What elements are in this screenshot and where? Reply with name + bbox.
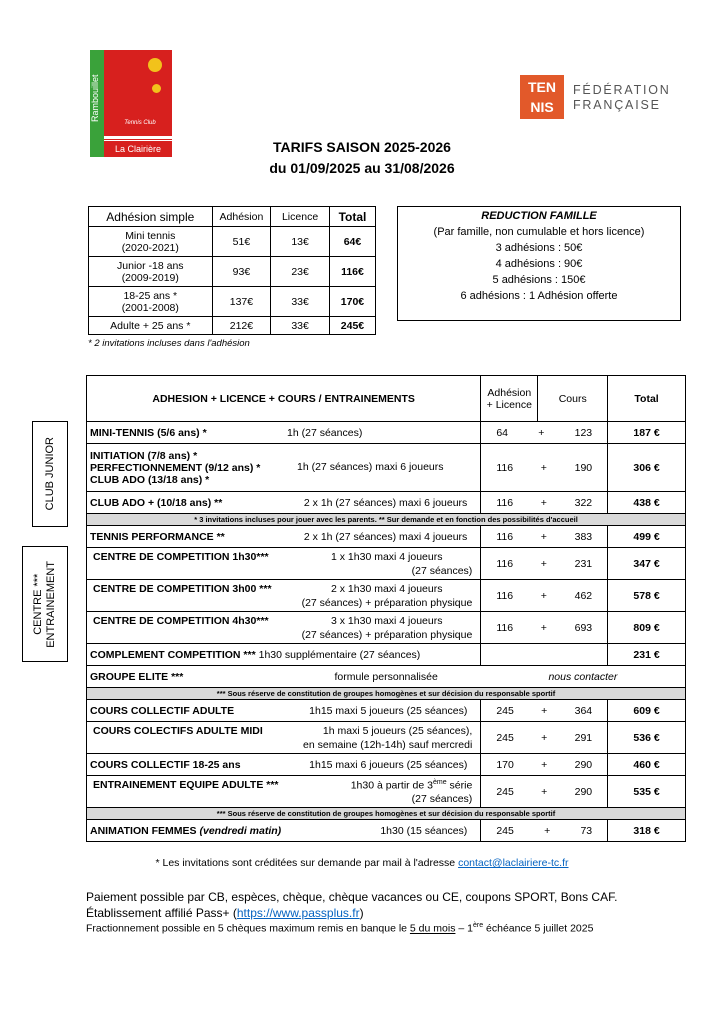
reduction-line: 4 adhésions : 90€ [495,258,583,270]
table-row: MINI-TENNIS (5/6 ans) * 1h (27 séances) 64 + 123 187 € [87,422,686,444]
table-row: CENTRE DE COMPETITION 4h30*** 3 x 1h30 maxi 4 joueurs (27 séances) + préparation physique 116 + 693 809 € [87,612,686,644]
row-label: Adulte + 25 ans * [89,317,213,335]
table-row [89,287,376,317]
logo-club-name: La Clairière [104,140,172,157]
main-header-total: Total [608,376,686,422]
main-tarifs-table [86,375,686,842]
header-adhesion: Adhésion [212,207,271,227]
adhesion-note: * 2 invitations incluses dans l'adhésion [88,338,250,349]
table-row [89,257,376,287]
table-sub-note: *** Sous réserve de constitution de groupes homogènes et sur décision du responsable sportif [87,808,686,820]
fft-square-line1: TEN [528,79,556,95]
reduction-famille-box [397,206,681,321]
main-header-adhesion: Adhésion + Licence [481,376,538,422]
table-row [89,227,376,257]
payment-line-1: Paiement possible par CB, espèces, chèque, chèque vacances ou CE, coupons SPORT, Bons CAF. [86,890,618,904]
table-row: ANIMATION FEMMES (vendredi matin) 1h30 (15 séances) 245 + 73 318 € [87,820,686,842]
main-header-row [87,376,686,422]
main-header-cours: Cours [538,376,608,422]
table-sub-note: * 3 invitations incluses pour jouer avec les parents. ** Sur demande et en fonction des possibilités d'accueil [87,514,686,526]
row-adhesion: 212€ [212,317,271,335]
passplus-link[interactable]: https://www.passplus.fr [236,906,360,920]
fft-line1: FÉDÉRATION [573,83,671,97]
row-total: 64€ [329,227,375,257]
fft-logo-square [520,75,564,119]
table-row: CENTRE DE COMPETITION 1h30*** 1 x 1h30 maxi 4 joueurs (27 séances) 116 + 231 347 € [87,548,686,580]
fft-logo-text [573,83,683,113]
table-row: CLUB ADO + (10/18 ans) ** 2 x 1h (27 séances) maxi 6 joueurs 116 + 322 438 € [87,492,686,514]
table-row: GROUPE ELITE *** formule personnalisée nous contacter [87,666,686,688]
reduction-line: (Par famille, non cumulable et hors licence) [433,226,645,238]
side-label-centre-entrainement: CENTRE *** ENTRAINEMENT [22,546,68,662]
row-adhesion: 93€ [212,257,271,287]
invitations-note: * Les invitations sont créditées sur demande par mail à l'adresse contact@laclairiere-tc.fr [155,857,569,869]
table-row: INITIATION (7/8 ans) * PERFECTIONNEMENT (9/12 ans) * CLUB ADO (13/18 ans) * 1h (27 séances) maxi 6 joueurs 116 + 190 306 € [87,444,686,492]
table-row: CENTRE DE COMPETITION 3h00 *** 2 x 1h30 maxi 4 joueurs (27 séances) + préparation physique 116 + 462 578 € [87,580,686,612]
row-licence: 33€ [271,317,330,335]
reduction-line: 6 adhésions : 1 Adhésion offerte [460,290,618,302]
side-label-club-junior: CLUB JUNIOR [32,421,68,527]
payment-line-2: Établissement affilié Pass+ (https://www.passplus.fr) [86,906,364,920]
fft-line2: FRANÇAISE [573,98,661,112]
contact-email-link[interactable]: contact@laclairiere-tc.fr [458,857,569,869]
row-total: 245€ [329,317,375,335]
header-adhesion-simple: Adhésion simple [89,207,213,227]
table-row: COURS COLLECTIF 18-25 ans 1h15 maxi 6 joueurs (25 séances) 170 + 290 460 € [87,754,686,776]
row-label: Junior -18 ans (2009-2019) [89,257,213,287]
table-row: COMPLEMENT COMPETITION *** 1h30 supplémentaire (27 séances) 231 € [87,644,686,666]
logo-subtitle: Tennis Club [124,120,156,126]
row-licence: 33€ [271,287,330,317]
reduction-title: REDUCTION FAMILLE [481,210,597,222]
header-licence: Licence [271,207,330,227]
contact-label: nous contacter [481,666,686,688]
fractionnement-note: Fractionnement possible en 5 chèques maximum remis en banque le 5 du mois – 1ère échéance 5 juillet 2025 [86,922,594,935]
tennis-ball-icon [152,84,161,93]
reduction-line: 3 adhésions : 50€ [495,242,583,254]
row-label: 18-25 ans * (2001-2008) [89,287,213,317]
table-sub-note: *** Sous réserve de constitution de groupes homogènes et sur décision du responsable sportif [87,688,686,700]
fft-logo [520,75,680,119]
tennis-ball-icon [148,58,162,72]
table-row: COURS COLECTIFS ADULTE MIDI 1h maxi 5 joueurs (25 séances), en semaine (12h-14h) sauf mercredi 245 + 291 536 € [87,722,686,754]
table-row [89,317,376,335]
row-licence: 23€ [271,257,330,287]
page-title: TARIFS SAISON 2025-2026 [273,139,451,155]
adhesion-simple-table [88,206,376,335]
main-header-label: ADHESION + LICENCE + COURS / ENTRAINEMENTS [87,376,481,422]
table-row: ENTRAINEMENT EQUIPE ADULTE *** 1h30 à partir de 3ème série (27 séances) 245 + 290 535 € [87,776,686,808]
fft-square-line2: NIS [530,99,554,115]
header-total: Total [329,207,375,227]
table-header-row [89,207,376,227]
row-adhesion: 137€ [212,287,271,317]
logo-vertical-text: Rambouillet [90,74,100,122]
table-row: COURS COLLECTIF ADULTE 1h15 maxi 5 joueurs (25 séances) 245 + 364 609 € [87,700,686,722]
reduction-line: 5 adhésions : 150€ [492,274,586,286]
row-label: Mini tennis (2020-2021) [89,227,213,257]
row-licence: 13€ [271,227,330,257]
table-row: TENNIS PERFORMANCE ** 2 x 1h (27 séances) maxi 4 joueurs 116 + 383 499 € [87,526,686,548]
page-subtitle: du 01/09/2025 au 31/08/2026 [269,160,455,176]
row-total: 170€ [329,287,375,317]
row-total: 116€ [329,257,375,287]
row-adhesion: 51€ [212,227,271,257]
